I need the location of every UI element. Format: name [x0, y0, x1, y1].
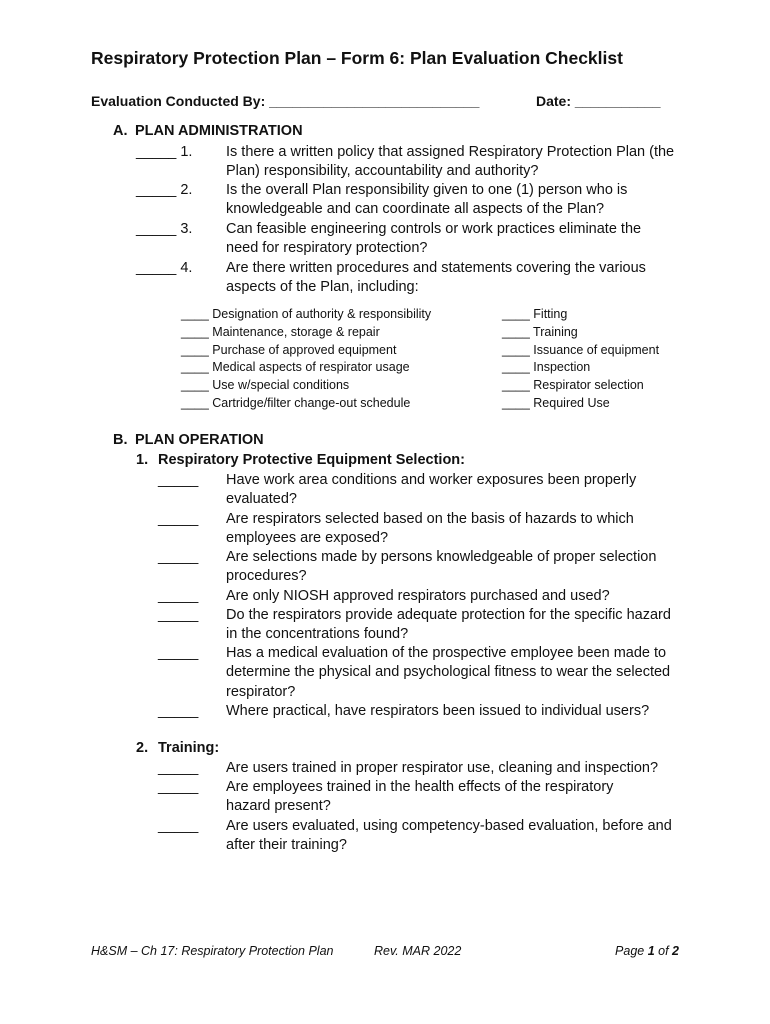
checklist-item[interactable]: ____ Training	[502, 325, 578, 339]
checklist-item[interactable]: ____ Respirator selection	[502, 378, 644, 392]
question-text: Are respirators selected based on the basis of hazards to which employees are exposed?	[226, 511, 634, 547]
answer-blank[interactable]: _____	[158, 703, 199, 719]
evaluation-header	[91, 93, 681, 109]
question-text: Where practical, have respirators been issued to individual users?	[226, 703, 650, 719]
answer-blank[interactable]: _____ 2.	[136, 182, 193, 198]
answer-blank[interactable]: _____	[158, 588, 199, 604]
question-text: Has a medical evaluation of the prospective employee been made to determine the physical and psychological fitness to wear the selected respirator?	[226, 645, 671, 700]
checklist-item[interactable]: ____ Inspection	[502, 360, 591, 374]
question-a1	[136, 143, 676, 183]
answer-blank[interactable]: _____	[158, 760, 199, 776]
page-total: 2	[672, 944, 679, 958]
question-a2	[136, 181, 676, 221]
question-text: Can feasible engineering controls or work practices eliminate the need for respiratory protection?	[226, 221, 642, 257]
answer-blank[interactable]: _____	[158, 607, 199, 623]
checklist-item[interactable]: ____ Designation of authority & responsibility	[181, 307, 432, 321]
checklist-item[interactable]: ____ Cartridge/filter change-out schedule	[181, 396, 411, 410]
question-b2-1	[158, 759, 678, 779]
date-field[interactable]: Date: ___________	[536, 93, 661, 109]
subsection-number: 1.	[136, 452, 149, 468]
answer-blank[interactable]: _____ 3.	[136, 221, 193, 237]
question-b1-6	[158, 644, 678, 704]
answer-blank[interactable]: _____	[158, 779, 199, 795]
page-current: 1	[647, 944, 655, 958]
section-a-heading	[113, 123, 303, 139]
answer-blank[interactable]: _____	[158, 511, 199, 527]
answer-blank[interactable]: _____ 4.	[136, 260, 193, 276]
answer-blank[interactable]: _____	[158, 645, 199, 661]
checklist-item[interactable]: ____ Use w/special conditions	[181, 378, 350, 392]
subsection-number: 2.	[136, 740, 149, 756]
question-text: Are employees trained in the health effects of the respiratory hazard present?	[226, 779, 614, 815]
section-b-title: PLAN OPERATION	[135, 432, 264, 448]
page-of: of	[654, 944, 673, 958]
subsection-title: Training:	[158, 740, 220, 756]
question-b1-3	[158, 548, 678, 588]
subsection-title: Respiratory Protective Equipment Selection:	[158, 452, 465, 468]
checklist-item[interactable]: ____ Medical aspects of respirator usage	[181, 360, 410, 374]
question-text: Is the overall Plan responsibility given to one (1) person who is knowledgeable and can coordinate all aspects of the Plan?	[226, 182, 628, 218]
section-b-letter: B.	[113, 432, 128, 448]
question-a4	[136, 259, 676, 299]
question-text: Are users evaluated, using competency-based evaluation, before and after their training?	[226, 818, 672, 854]
checklist-item[interactable]: ____ Purchase of approved equipment	[181, 343, 397, 357]
question-text: Are only NIOSH approved respirators purchased and used?	[226, 588, 610, 604]
subsection-selection-heading	[136, 452, 465, 468]
checklist-item[interactable]: ____ Required Use	[502, 396, 610, 410]
question-b1-7	[158, 702, 678, 722]
page-title: Respiratory Protection Plan – Form 6: Plan Evaluation Checklist	[91, 48, 623, 68]
question-b1-2	[158, 510, 678, 550]
answer-blank[interactable]: _____	[158, 472, 199, 488]
footer-page-number	[615, 944, 679, 958]
question-b2-3	[158, 817, 678, 857]
answer-blank[interactable]: _____	[158, 549, 199, 565]
question-b1-4	[158, 587, 678, 607]
footer-revision: Rev. MAR 2022	[374, 944, 462, 958]
question-text: Is there a written policy that assigned Respiratory Protection Plan (the Plan) responsibility, accountability and authority?	[226, 144, 675, 180]
answer-blank[interactable]: _____	[158, 818, 199, 834]
question-text: Have work area conditions and worker exposures been properly evaluated?	[226, 472, 637, 508]
conducted-by-field[interactable]: Evaluation Conducted By: ___________________________	[91, 93, 480, 109]
question-text: Are users trained in proper respirator use, cleaning and inspection?	[226, 760, 659, 776]
footer-document-title: H&SM – Ch 17: Respiratory Protection Plan	[91, 944, 334, 958]
question-text: Are selections made by persons knowledgeable of proper selection procedures?	[226, 549, 657, 585]
answer-blank[interactable]: _____ 1.	[136, 144, 193, 160]
question-b1-5	[158, 606, 678, 646]
question-text: Do the respirators provide adequate protection for the specific hazard in the concentrations found?	[226, 607, 671, 643]
section-b-heading	[113, 432, 264, 448]
question-a3	[136, 220, 676, 260]
question-b1-1	[158, 471, 678, 511]
checklist-item[interactable]: ____ Maintenance, storage & repair	[181, 325, 380, 339]
subsection-training-heading	[136, 740, 219, 756]
checklist-item[interactable]: ____ Issuance of equipment	[502, 343, 660, 357]
checklist-item[interactable]: ____ Fitting	[502, 307, 568, 321]
question-b2-2	[158, 778, 678, 818]
page-prefix: Page	[615, 944, 648, 958]
section-a-letter: A.	[113, 123, 128, 139]
question-text: Are there written procedures and statements covering the various aspects of the Plan, including:	[226, 260, 646, 296]
section-a-title: PLAN ADMINISTRATION	[135, 123, 303, 139]
